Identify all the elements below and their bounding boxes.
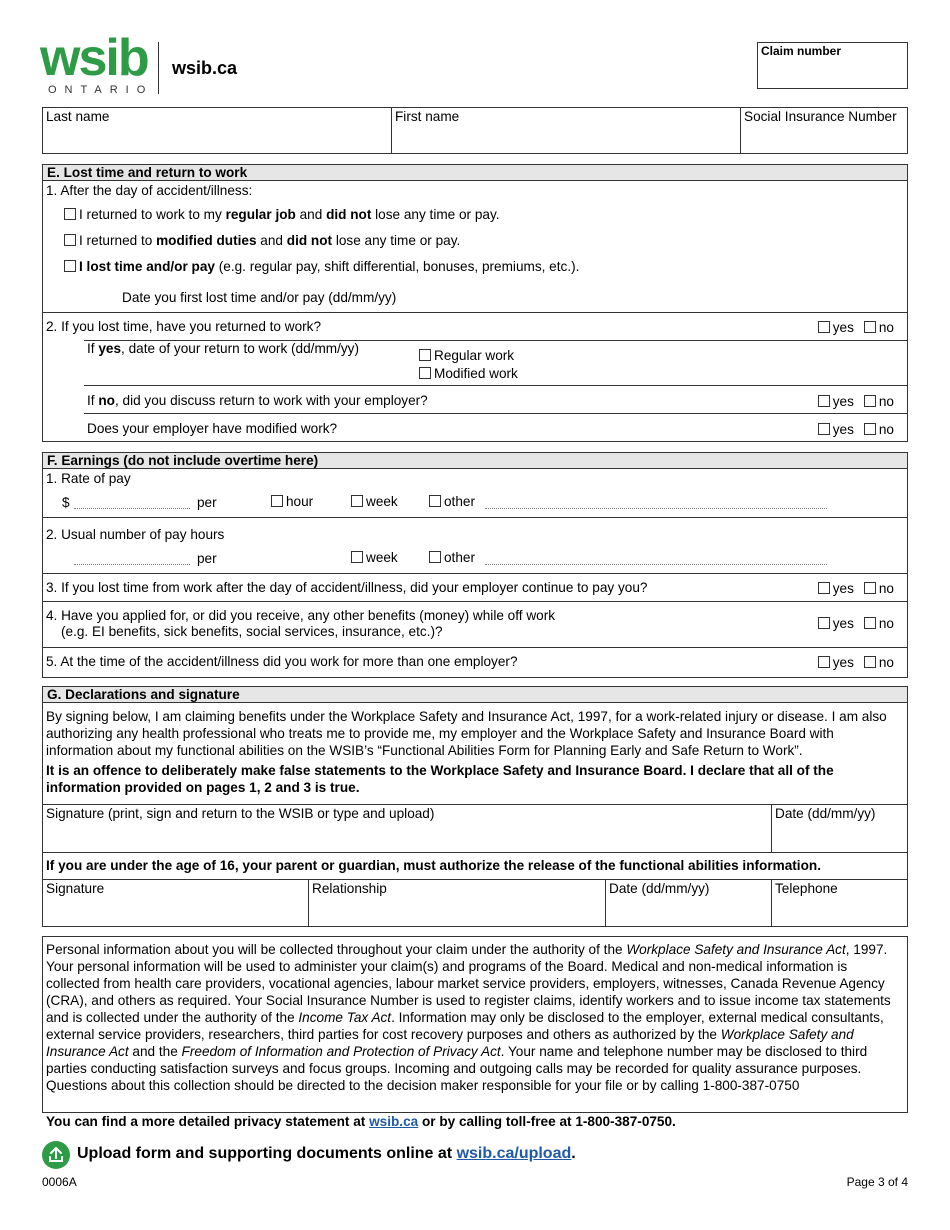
regular-work-option[interactable]: Regular work [419,348,514,363]
f-q4-yes-checkbox[interactable] [818,617,830,629]
last-name-label: Last name [46,109,110,124]
if-yes-label: If yes, date of your return to work (dd/mm/yy) [87,341,360,356]
logo-wordmark: wsib [40,29,148,87]
upload-icon [42,1141,70,1169]
if-no-label: If no, did you discuss return to work with your employer? [87,393,428,408]
per-label: per [197,495,217,510]
f-q3-yesno[interactable]: yes no [818,581,894,596]
telephone-field[interactable] [772,880,907,926]
regular-work-checkbox[interactable] [419,349,431,361]
logo-divider [158,42,159,94]
modified-duties-checkbox[interactable] [64,234,76,246]
guardian-signature-label: Signature [46,881,105,896]
telephone-label: Telephone [775,881,838,896]
rate-hour-checkbox[interactable] [271,495,283,507]
rate-other-input[interactable] [485,508,827,509]
if-no-yes-checkbox[interactable] [818,395,830,407]
e-q2-yes-checkbox[interactable] [818,321,830,333]
f-q4-yesno[interactable]: yes no [818,616,894,631]
logo-ontario: ONTARIO [48,84,154,96]
privacy-more: You can find a more detailed privacy statement at wsib.ca or by calling toll-free at 1-800-387-0750. [46,1114,676,1129]
first-name-label: First name [395,109,460,124]
f-q3-label: 3. If you lost time from work after the day of accident/illness, did your employer continue to pay you? [46,580,648,595]
rate-hour-option[interactable]: hour [271,494,313,509]
f-q4-line2: (e.g. EI benefits, sick benefits, social services, insurance, etc.)? [61,624,443,639]
first-name-field[interactable] [392,108,739,153]
relationship-label: Relationship [312,881,387,896]
signature-label: Signature (print, sign and return to the WSIB or type and upload) [46,806,435,821]
f-q3-no-checkbox[interactable] [864,582,876,594]
lost-time-checkbox[interactable] [64,260,76,272]
signature-field[interactable] [43,805,770,851]
rate-other-option[interactable]: other [429,494,475,509]
section-e-header: E. Lost time and return to work [42,164,908,181]
f-q5-yes-checkbox[interactable] [818,656,830,668]
under-16-note: If you are under the age of 16, your parent or guardian, must authorize the release of the functional abilities information. [46,858,821,873]
guardian-date-field[interactable] [606,880,770,926]
rate-week-checkbox[interactable] [351,495,363,507]
rate-of-pay-label: 1. Rate of pay [46,471,131,486]
form-code: 0006A [42,1175,77,1189]
modified-q-no-checkbox[interactable] [864,423,876,435]
f-q3-yes-checkbox[interactable] [818,582,830,594]
upload-link[interactable]: wsib.ca/upload [456,1145,572,1162]
rate-input[interactable] [74,508,190,509]
hours-other-checkbox[interactable] [429,551,441,563]
date-lost-label: Date you first lost time and/or pay (dd/mm/yy) [122,290,397,305]
offence-statement: It is an offence to deliberately make false statements to the Workplace Safety and Insurance Board. I declare that all of the information provided on pages 1, 2 and 3 is true. [46,763,834,795]
f-q5-label: 5. At the time of the accident/illness did you work for more than one employer? [46,654,518,669]
privacy-statement: Personal information about you will be collected throughout your claim under the authority of the Workplace Safety and Insurance Act, 1997. Your personal information will be used to administer your claim(s) and programs of the Board. Medical and non-medical information is collected from health care providers, vocational agencies, labour market service providers, employers, witnesses, Canada Revenue Agency (CRA), and others as required. Your Social Insurance Number is used to register claims, identify workers and to issue income tax statements and is collected under the authority of the Income Tax Act. Information may only be disclosed to the employer, external medical consultants, external service providers, researchers, third parties for cost recovery purposes and others as authorized by the Workplace Safety and Insurance Act and the Freedom of Information and Protection of Privacy Act. Your name and telephone number may be disclosed to third parties conducting satisfaction surveys and focus groups. Incoming and outgoing calls may be recorded for quality assurance purposes. Questions about this collection should be directed to the decision maker responsible for your file or by calling 1-800-387-0750 [46,942,891,1093]
hours-other-input[interactable] [485,564,827,565]
e-q2-no-checkbox[interactable] [864,321,876,333]
pay-hours-label: 2. Usual number of pay hours [46,527,225,542]
if-no-no-checkbox[interactable] [864,395,876,407]
upload-instruction: Upload form and supporting documents online at wsib.ca/upload. [77,1145,576,1162]
modified-work-checkbox[interactable] [419,367,431,379]
regular-job-checkbox[interactable] [64,208,76,220]
e-q2-label: 2. If you lost time, have you returned to work? [46,319,322,334]
wsib-logo [40,29,154,96]
f-q4-line1: 4. Have you applied for, or did you receive, any other benefits (money) while off work [46,608,556,623]
last-name-field[interactable] [43,108,390,153]
per-label-2: per [197,551,217,566]
section-g-header: G. Declarations and signature [42,686,908,703]
relationship-field[interactable] [309,880,604,926]
hours-other-option[interactable]: other [429,550,475,565]
claim-number-label: Claim number [761,44,842,58]
hours-input[interactable] [74,564,190,565]
sin-field[interactable] [741,108,907,153]
declaration-text: By signing below, I am claiming benefits under the Workplace Safety and Insurance Act, 1997, for a work-related injury or disease. I am also authorizing any health professional who treats me to provide me, my employer and the Workplace Safety and Insurance Board with information about my functional abilities on the WSIB’s “Functional Abilities Form for Planning Early and Safe Return to Work”. [46,709,887,758]
claim-number-box[interactable] [757,42,908,89]
modified-work-option[interactable]: Modified work [419,366,518,381]
rate-week-option[interactable]: week [351,494,398,509]
e-q2-yesno[interactable]: yes no [818,320,894,335]
e-opt-modified[interactable]: I returned to modified duties and did not lose any time or pay. [64,233,460,248]
e-opt-lost[interactable]: I lost time and/or pay (e.g. regular pay, shift differential, bonuses, premiums, etc.). [64,259,579,274]
modified-q-yes-checkbox[interactable] [818,423,830,435]
f-q5-no-checkbox[interactable] [864,656,876,668]
modified-q-yesno[interactable]: yes no [818,422,894,437]
e-opt-regular[interactable]: I returned to work to my regular job and did not lose any time or pay. [64,207,500,222]
signature-date-field[interactable] [772,805,907,851]
section-f-header: F. Earnings (do not include overtime here) [42,452,908,469]
f-q4-no-checkbox[interactable] [864,617,876,629]
hours-week-checkbox[interactable] [351,551,363,563]
guardian-date-label: Date (dd/mm/yy) [609,881,710,896]
dollar-sign: $ [62,495,70,510]
hours-week-option[interactable]: week [351,550,398,565]
e-q1-label: 1. After the day of accident/illness: [46,183,253,198]
wsib-link[interactable]: wsib.ca [369,1114,419,1129]
site-name: wsib.ca [172,58,238,78]
if-no-yesno[interactable]: yes no [818,394,894,409]
rate-other-checkbox[interactable] [429,495,441,507]
guardian-signature-field[interactable] [43,880,307,926]
page-number: Page 3 of 4 [846,1175,908,1189]
sin-label: Social Insurance Number [744,109,897,124]
modified-work-question: Does your employer have modified work? [87,421,338,436]
f-q5-yesno[interactable]: yes no [818,655,894,670]
signature-date-label: Date (dd/mm/yy) [775,806,876,821]
